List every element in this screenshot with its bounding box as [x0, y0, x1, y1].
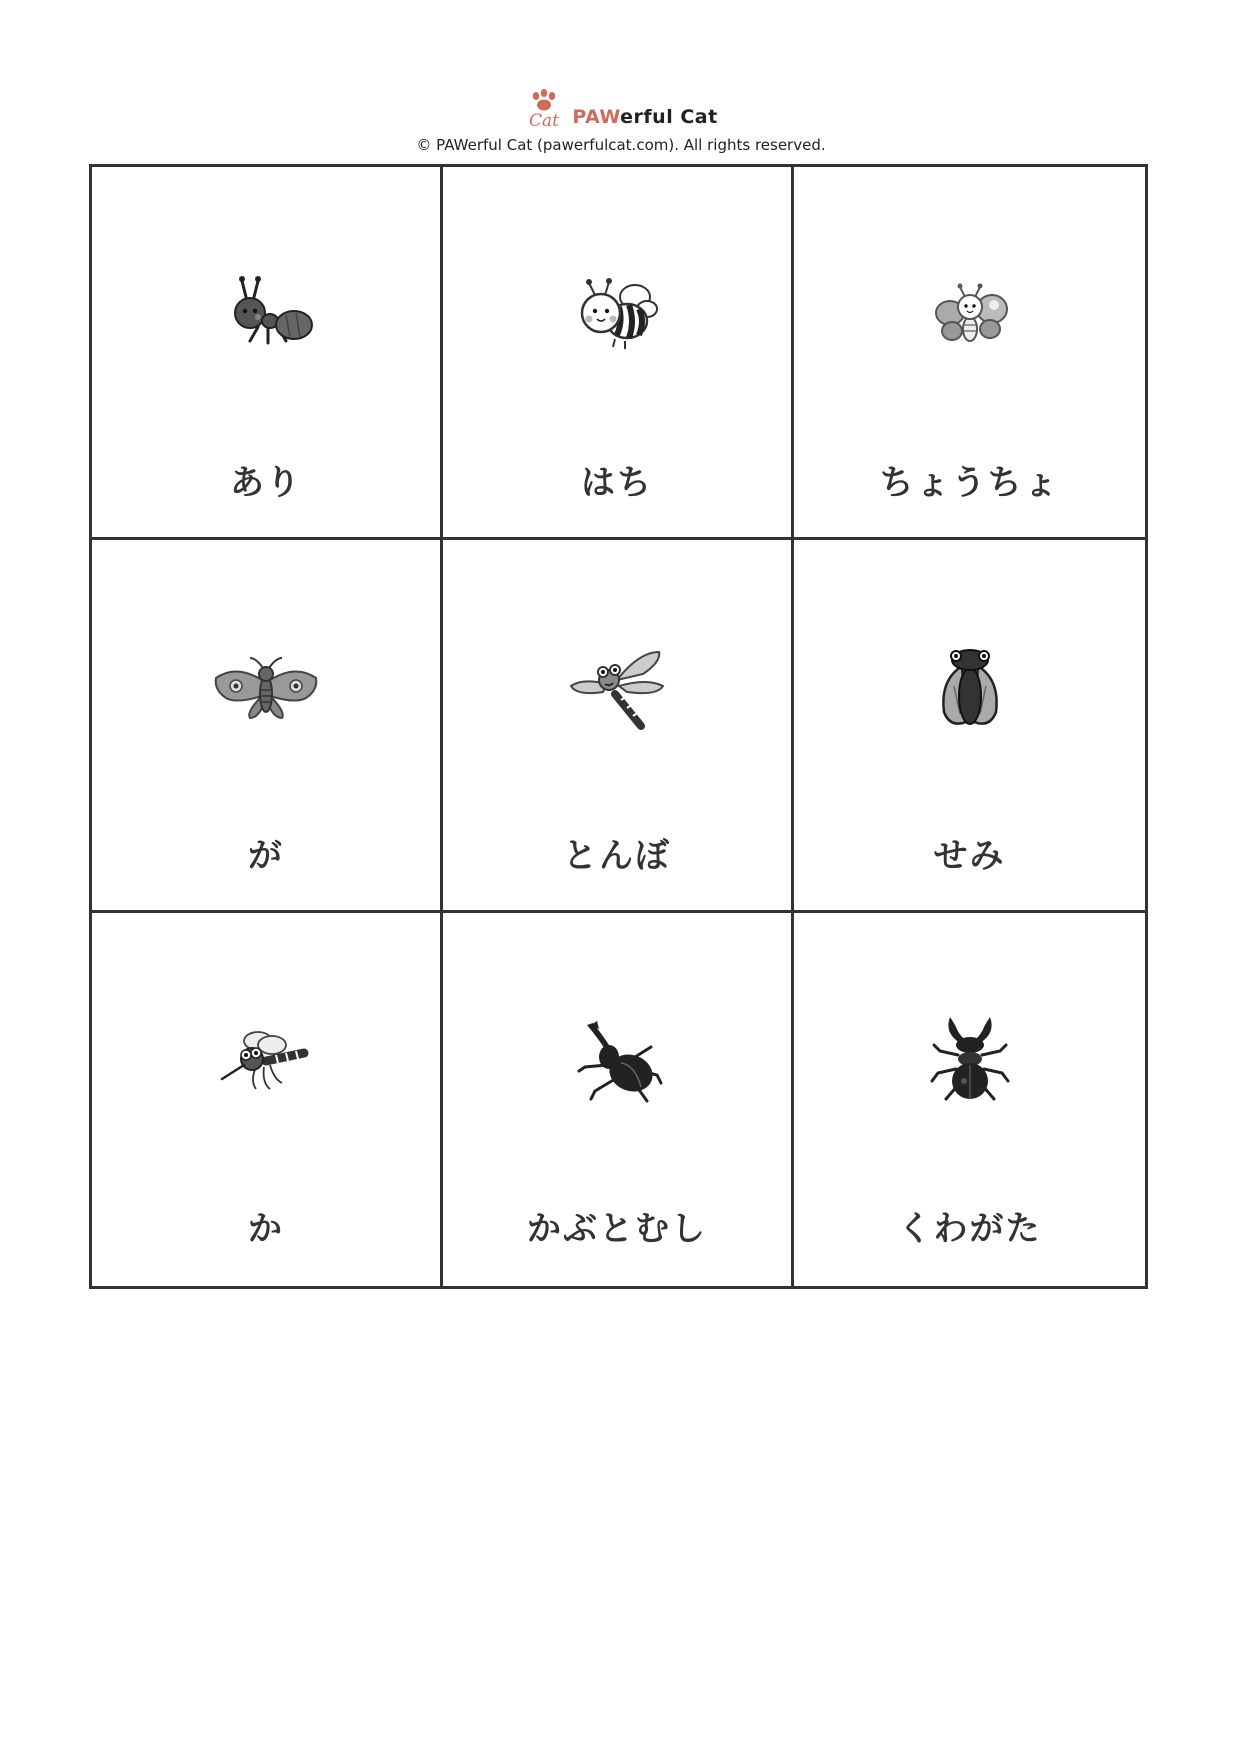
- card-mosquito: [92, 913, 443, 1286]
- card-label: はち: [581, 463, 653, 503]
- ant-icon: [206, 257, 326, 377]
- card-rhinoceros-beetle: [443, 913, 794, 1286]
- card-label: が: [248, 836, 284, 876]
- paw-logo-icon: [524, 88, 568, 132]
- stag-beetle-icon: [910, 1003, 1030, 1123]
- card-ant: [92, 167, 443, 540]
- card-label: せみ: [933, 836, 1006, 876]
- brand-name: PAWerful Cat: [572, 106, 718, 128]
- mosquito-icon: [206, 1003, 326, 1123]
- card-label: ちょうちょ: [879, 463, 1060, 503]
- card-label: とんぼ: [563, 836, 671, 876]
- card-label: くわがた: [897, 1209, 1042, 1249]
- card-cicada: [794, 540, 1145, 913]
- page-header: [0, 86, 1242, 154]
- card-moth: [92, 540, 443, 913]
- bee-icon: [557, 257, 677, 377]
- brand: [0, 86, 1242, 132]
- card-butterfly: [794, 167, 1145, 540]
- card-stag-beetle: [794, 913, 1145, 1286]
- butterfly-icon: [910, 257, 1030, 377]
- dragonfly-icon: [557, 630, 677, 750]
- card-bee: [443, 167, 794, 540]
- card-dragonfly: [443, 540, 794, 913]
- card-label: かぶとむし: [527, 1209, 707, 1249]
- cicada-icon: [910, 630, 1030, 750]
- moth-icon: [206, 630, 326, 750]
- rhinoceros-beetle-icon: [557, 1003, 677, 1123]
- flashcard-grid: [89, 164, 1148, 1289]
- copyright-notice: © PAWerful Cat (pawerfulcat.com). All rights reserved.: [416, 136, 826, 154]
- logo-text: Cat: [529, 111, 560, 131]
- card-label: あり: [230, 463, 302, 503]
- card-label: か: [248, 1209, 284, 1249]
